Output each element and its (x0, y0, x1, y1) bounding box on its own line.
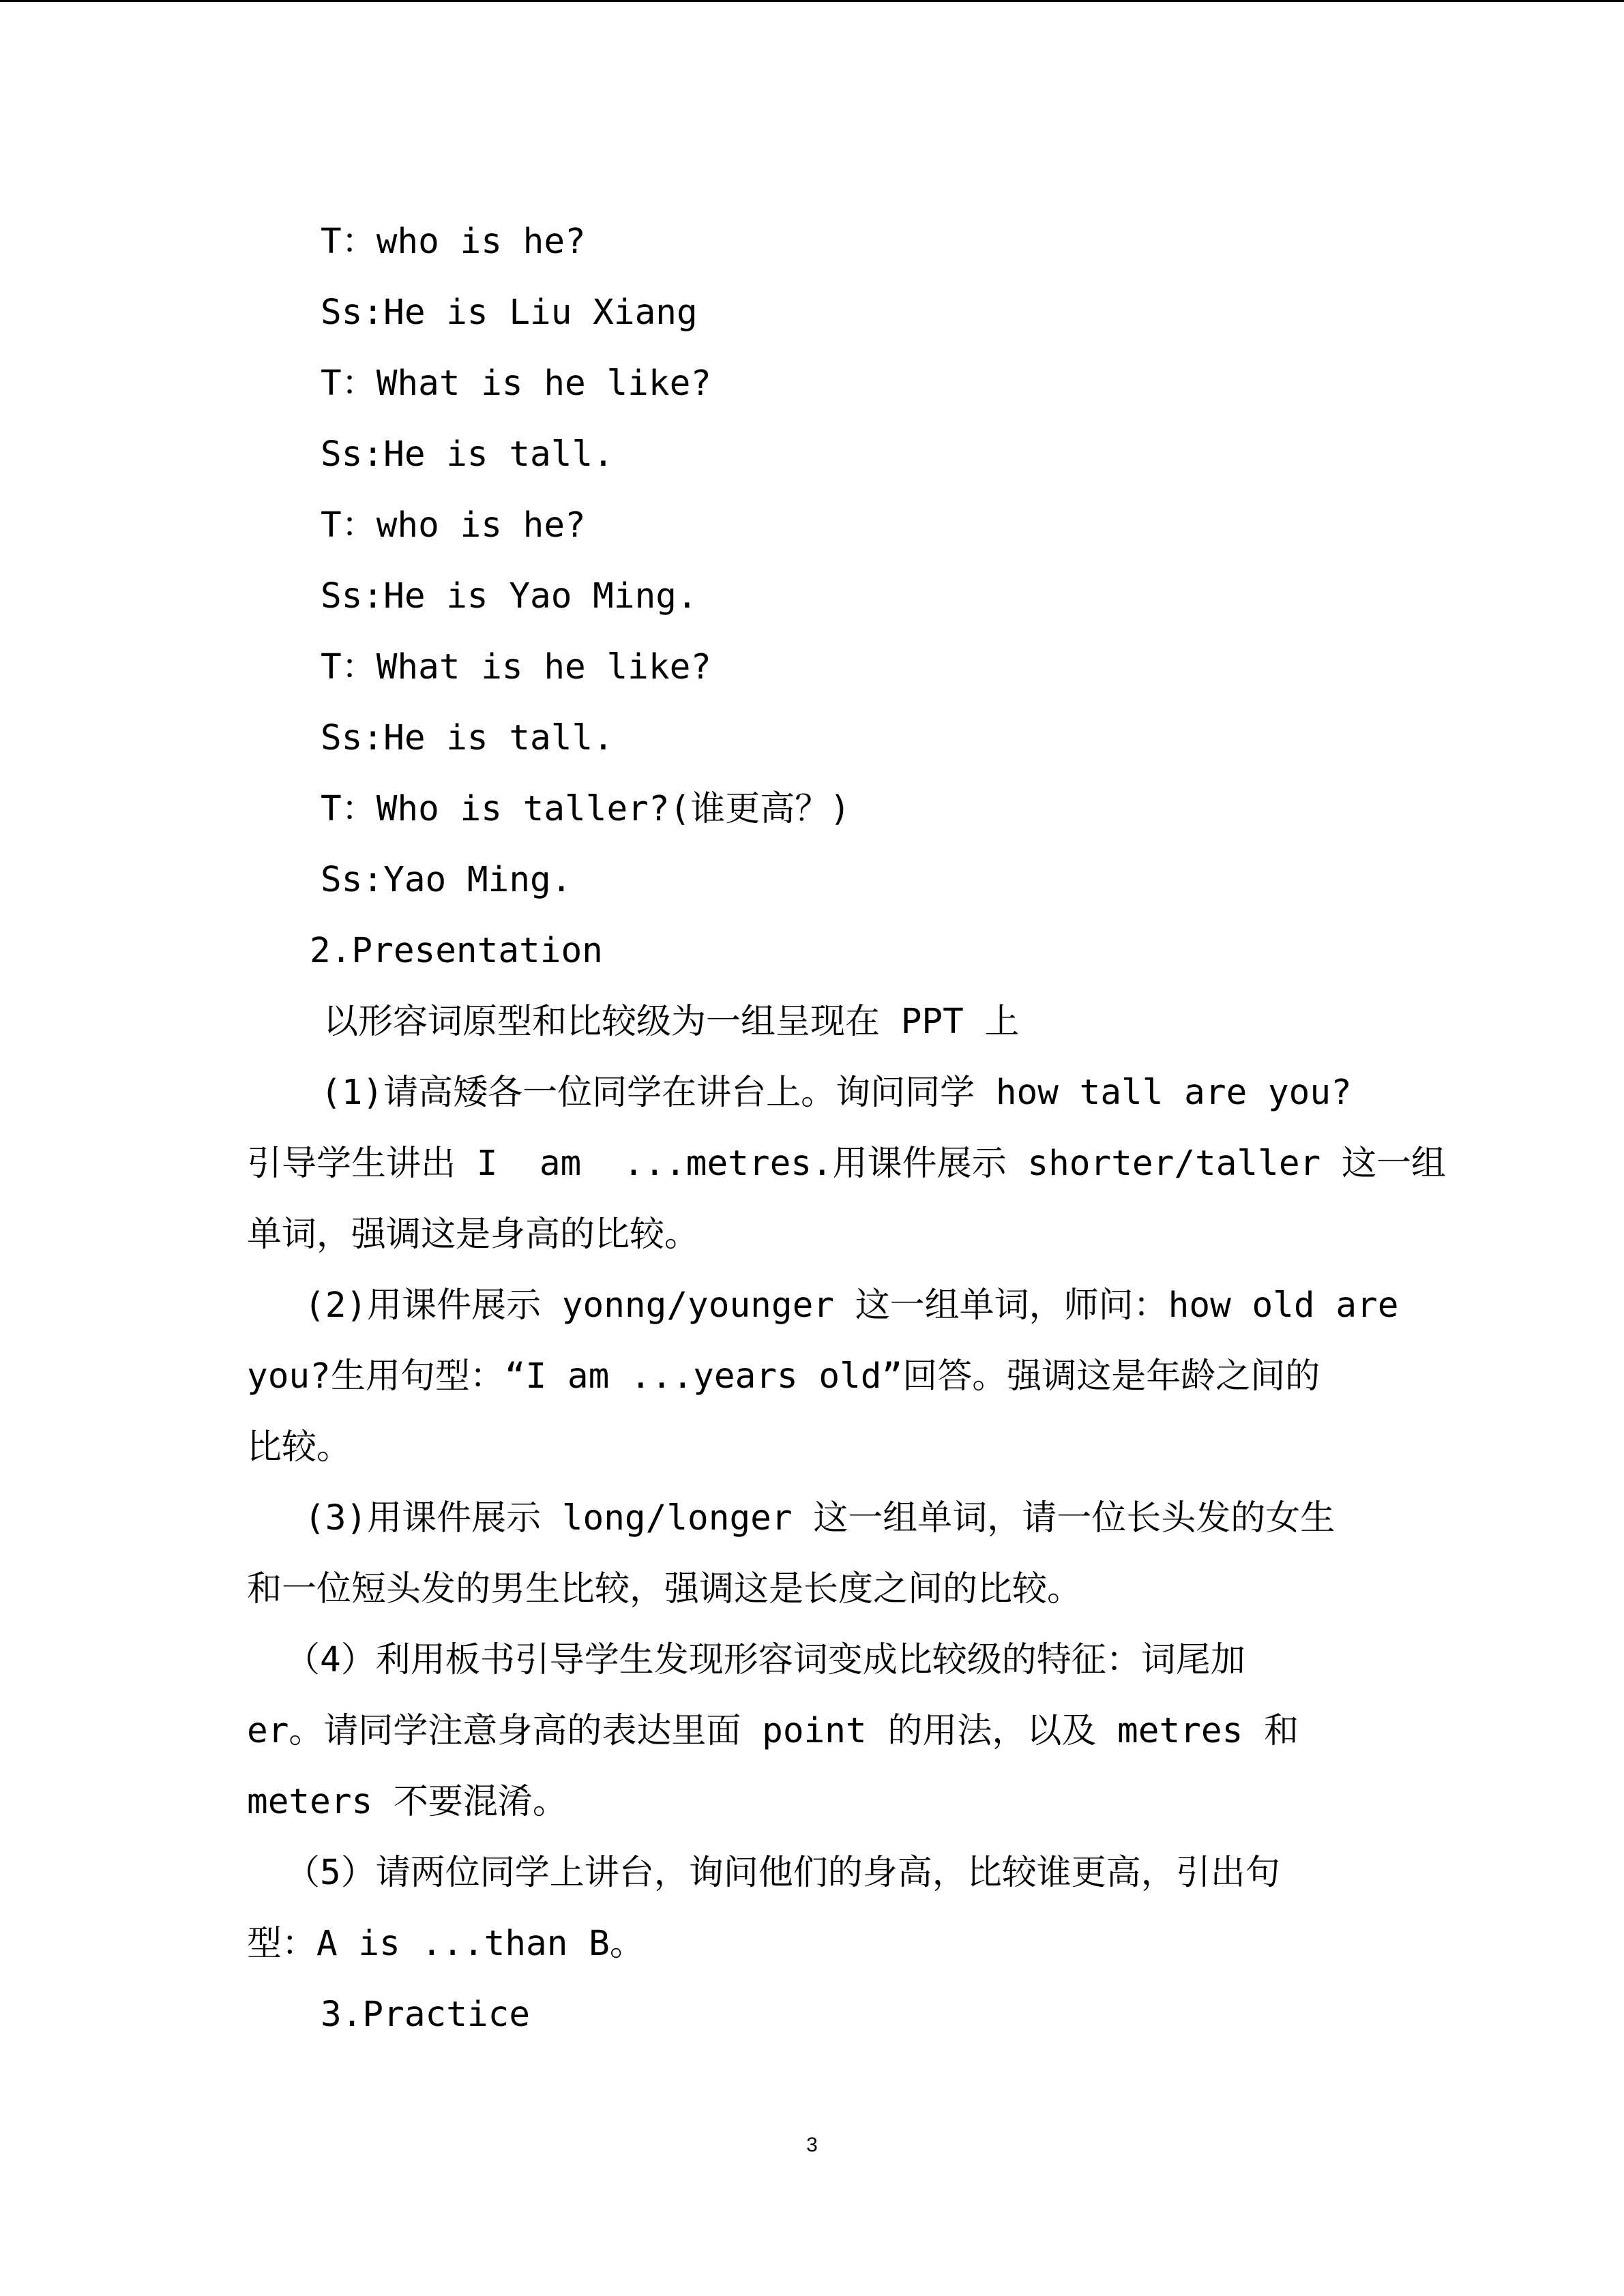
paragraph-line: 比较。 (247, 1427, 352, 1467)
section-heading: 2.Presentation (310, 931, 603, 971)
paragraph-line: you?生用句型：“I am ...years old”回答。强调这是年龄之间的 (247, 1356, 1320, 1397)
dialogue-line: T：who is he? (321, 505, 586, 546)
paragraph-line: (2)用课件展示 yonng/younger 这一组单词，师问：how old are (304, 1285, 1399, 1326)
paragraph-line: （4）利用板书引导学生发现形容词变成比较级的特征：词尾加 (285, 1640, 1245, 1680)
dialogue-line: T：Who is taller?(谁更高？) (321, 789, 851, 829)
paragraph-line: 单词，强调这是身高的比较。 (247, 1214, 700, 1255)
dialogue-line: T：What is he like? (321, 647, 711, 687)
dialogue-line: Ss:Yao Ming. (321, 860, 572, 900)
paragraph-line: 引导学生讲出 I am ...metres.用课件展示 shorter/taller 这一组 (247, 1144, 1446, 1184)
paragraph-line: meters 不要混淆。 (247, 1782, 567, 1822)
paragraph-line: er。请同学注意身高的表达里面 point 的用法，以及 metres 和 (247, 1711, 1299, 1751)
paragraph-line: 型：A is ...than B。 (247, 1924, 645, 1964)
dialogue-line: Ss:He is Yao Ming. (321, 576, 698, 616)
paragraph-line: 以形容词原型和比较级为一组呈现在 PPT 上 (323, 1002, 1020, 1042)
page-number: 3 (806, 2134, 818, 2156)
dialogue-line: T：What is he like? (321, 363, 711, 404)
paragraph-line: （5）请两位同学上讲台，询问他们的身高，比较谁更高，引出句 (285, 1853, 1280, 1893)
dialogue-line: Ss:He is tall. (321, 718, 614, 758)
section-heading: 3.Practice (321, 1995, 531, 2035)
paragraph-line: (1)请高矮各一位同学在讲台上。询问同学 how tall are you? (321, 1073, 1352, 1113)
paragraph-line: 和一位短头发的男生比较，强调这是长度之间的比较。 (247, 1569, 1082, 1609)
dialogue-line: Ss:He is Liu Xiang (321, 293, 698, 333)
dialogue-line: Ss:He is tall. (321, 434, 614, 475)
paragraph-line: (3)用课件展示 long/longer 这一组单词，请一位长头发的女生 (304, 1498, 1335, 1538)
dialogue-line: T：who is he? (321, 222, 586, 262)
